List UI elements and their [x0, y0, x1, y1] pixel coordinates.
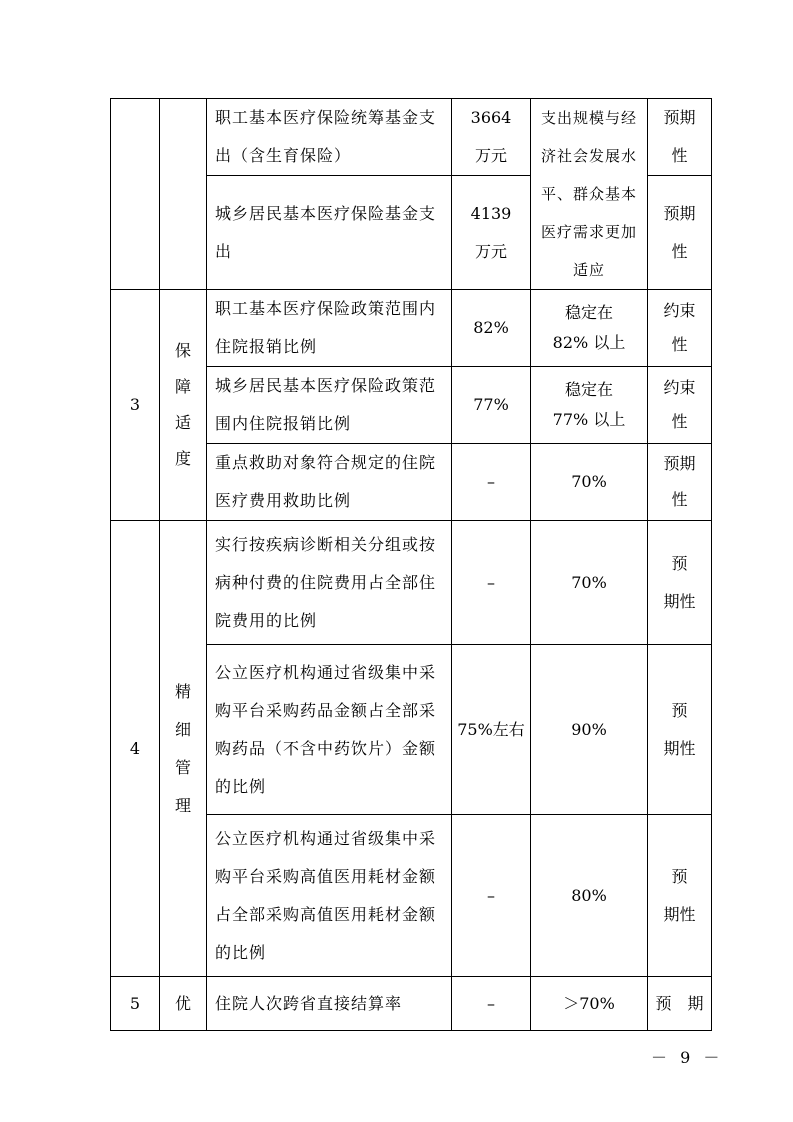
attribute-cell: 预 期性: [648, 815, 712, 977]
row-number-cell: 4: [111, 521, 160, 977]
target-cell: 90%: [531, 645, 648, 815]
target-cell: 70%: [531, 444, 648, 521]
indicator-name-cell: 公立医疗机构通过省级集中采购平台采购高值医用耗材金额占全部采购高值医用耗材金额的比例: [207, 815, 452, 977]
attribute-cell: 预 期性: [648, 645, 712, 815]
target-cell: 70%: [531, 521, 648, 645]
category-cell: [160, 99, 207, 290]
table-row: [111, 99, 712, 176]
attribute-cell: 预期性: [648, 176, 712, 290]
table-row: [111, 977, 712, 1031]
indicator-table: [110, 98, 712, 1031]
indicator-name-cell: 职工基本医疗保险政策范围内住院报销比例: [207, 290, 452, 367]
baseline-cell: 4139 万元: [452, 176, 531, 290]
page-number: － 9 －: [651, 1048, 724, 1067]
indicator-name-cell: 住院人次跨省直接结算率: [207, 977, 452, 1031]
row-number-cell: 5: [111, 977, 160, 1031]
table-row: [111, 290, 712, 367]
target-cell: ＞70%: [531, 977, 648, 1031]
attribute-cell: 预期性: [648, 444, 712, 521]
table-row: [111, 521, 712, 645]
baseline-cell: 77%: [452, 367, 531, 444]
target-cell: 稳定在 77% 以上: [531, 367, 648, 444]
attribute-cell: 约束性: [648, 290, 712, 367]
baseline-cell: –: [452, 521, 531, 645]
baseline-cell: –: [452, 815, 531, 977]
baseline-cell: 75%左右: [452, 645, 531, 815]
indicator-name-cell: 公立医疗机构通过省级集中采购平台采购药品金额占全部采购药品（不含中药饮片）金额的比例: [207, 645, 452, 815]
attribute-cell: 预期性: [648, 99, 712, 176]
indicator-name-cell: 城乡居民基本医疗保险基金支出: [207, 176, 452, 290]
target-cell: 支出规模与经济社会发展水平、群众基本医疗需求更加适应: [531, 99, 648, 290]
indicator-name-cell: 实行按疾病诊断相关分组或按病种付费的住院费用占全部住院费用的比例: [207, 521, 452, 645]
row-number-cell: [111, 99, 160, 290]
target-cell: 稳定在 82% 以上: [531, 290, 648, 367]
attribute-cell: 预 期性: [648, 521, 712, 645]
target-cell: 80%: [531, 815, 648, 977]
baseline-cell: 82%: [452, 290, 531, 367]
category-cell: 精细管理: [160, 521, 207, 977]
indicator-name-cell: 重点救助对象符合规定的住院医疗费用救助比例: [207, 444, 452, 521]
attribute-cell: 预 期: [648, 977, 712, 1031]
category-cell: 保障适度: [160, 290, 207, 521]
baseline-cell: –: [452, 444, 531, 521]
category-cell: 优: [160, 977, 207, 1031]
indicator-name-cell: 职工基本医疗保险统筹基金支出（含生育保险）: [207, 99, 452, 176]
baseline-cell: 3664 万元: [452, 99, 531, 176]
attribute-cell: 约束性: [648, 367, 712, 444]
indicator-name-cell: 城乡居民基本医疗保险政策范围内住院报销比例: [207, 367, 452, 444]
baseline-cell: –: [452, 977, 531, 1031]
row-number-cell: 3: [111, 290, 160, 521]
